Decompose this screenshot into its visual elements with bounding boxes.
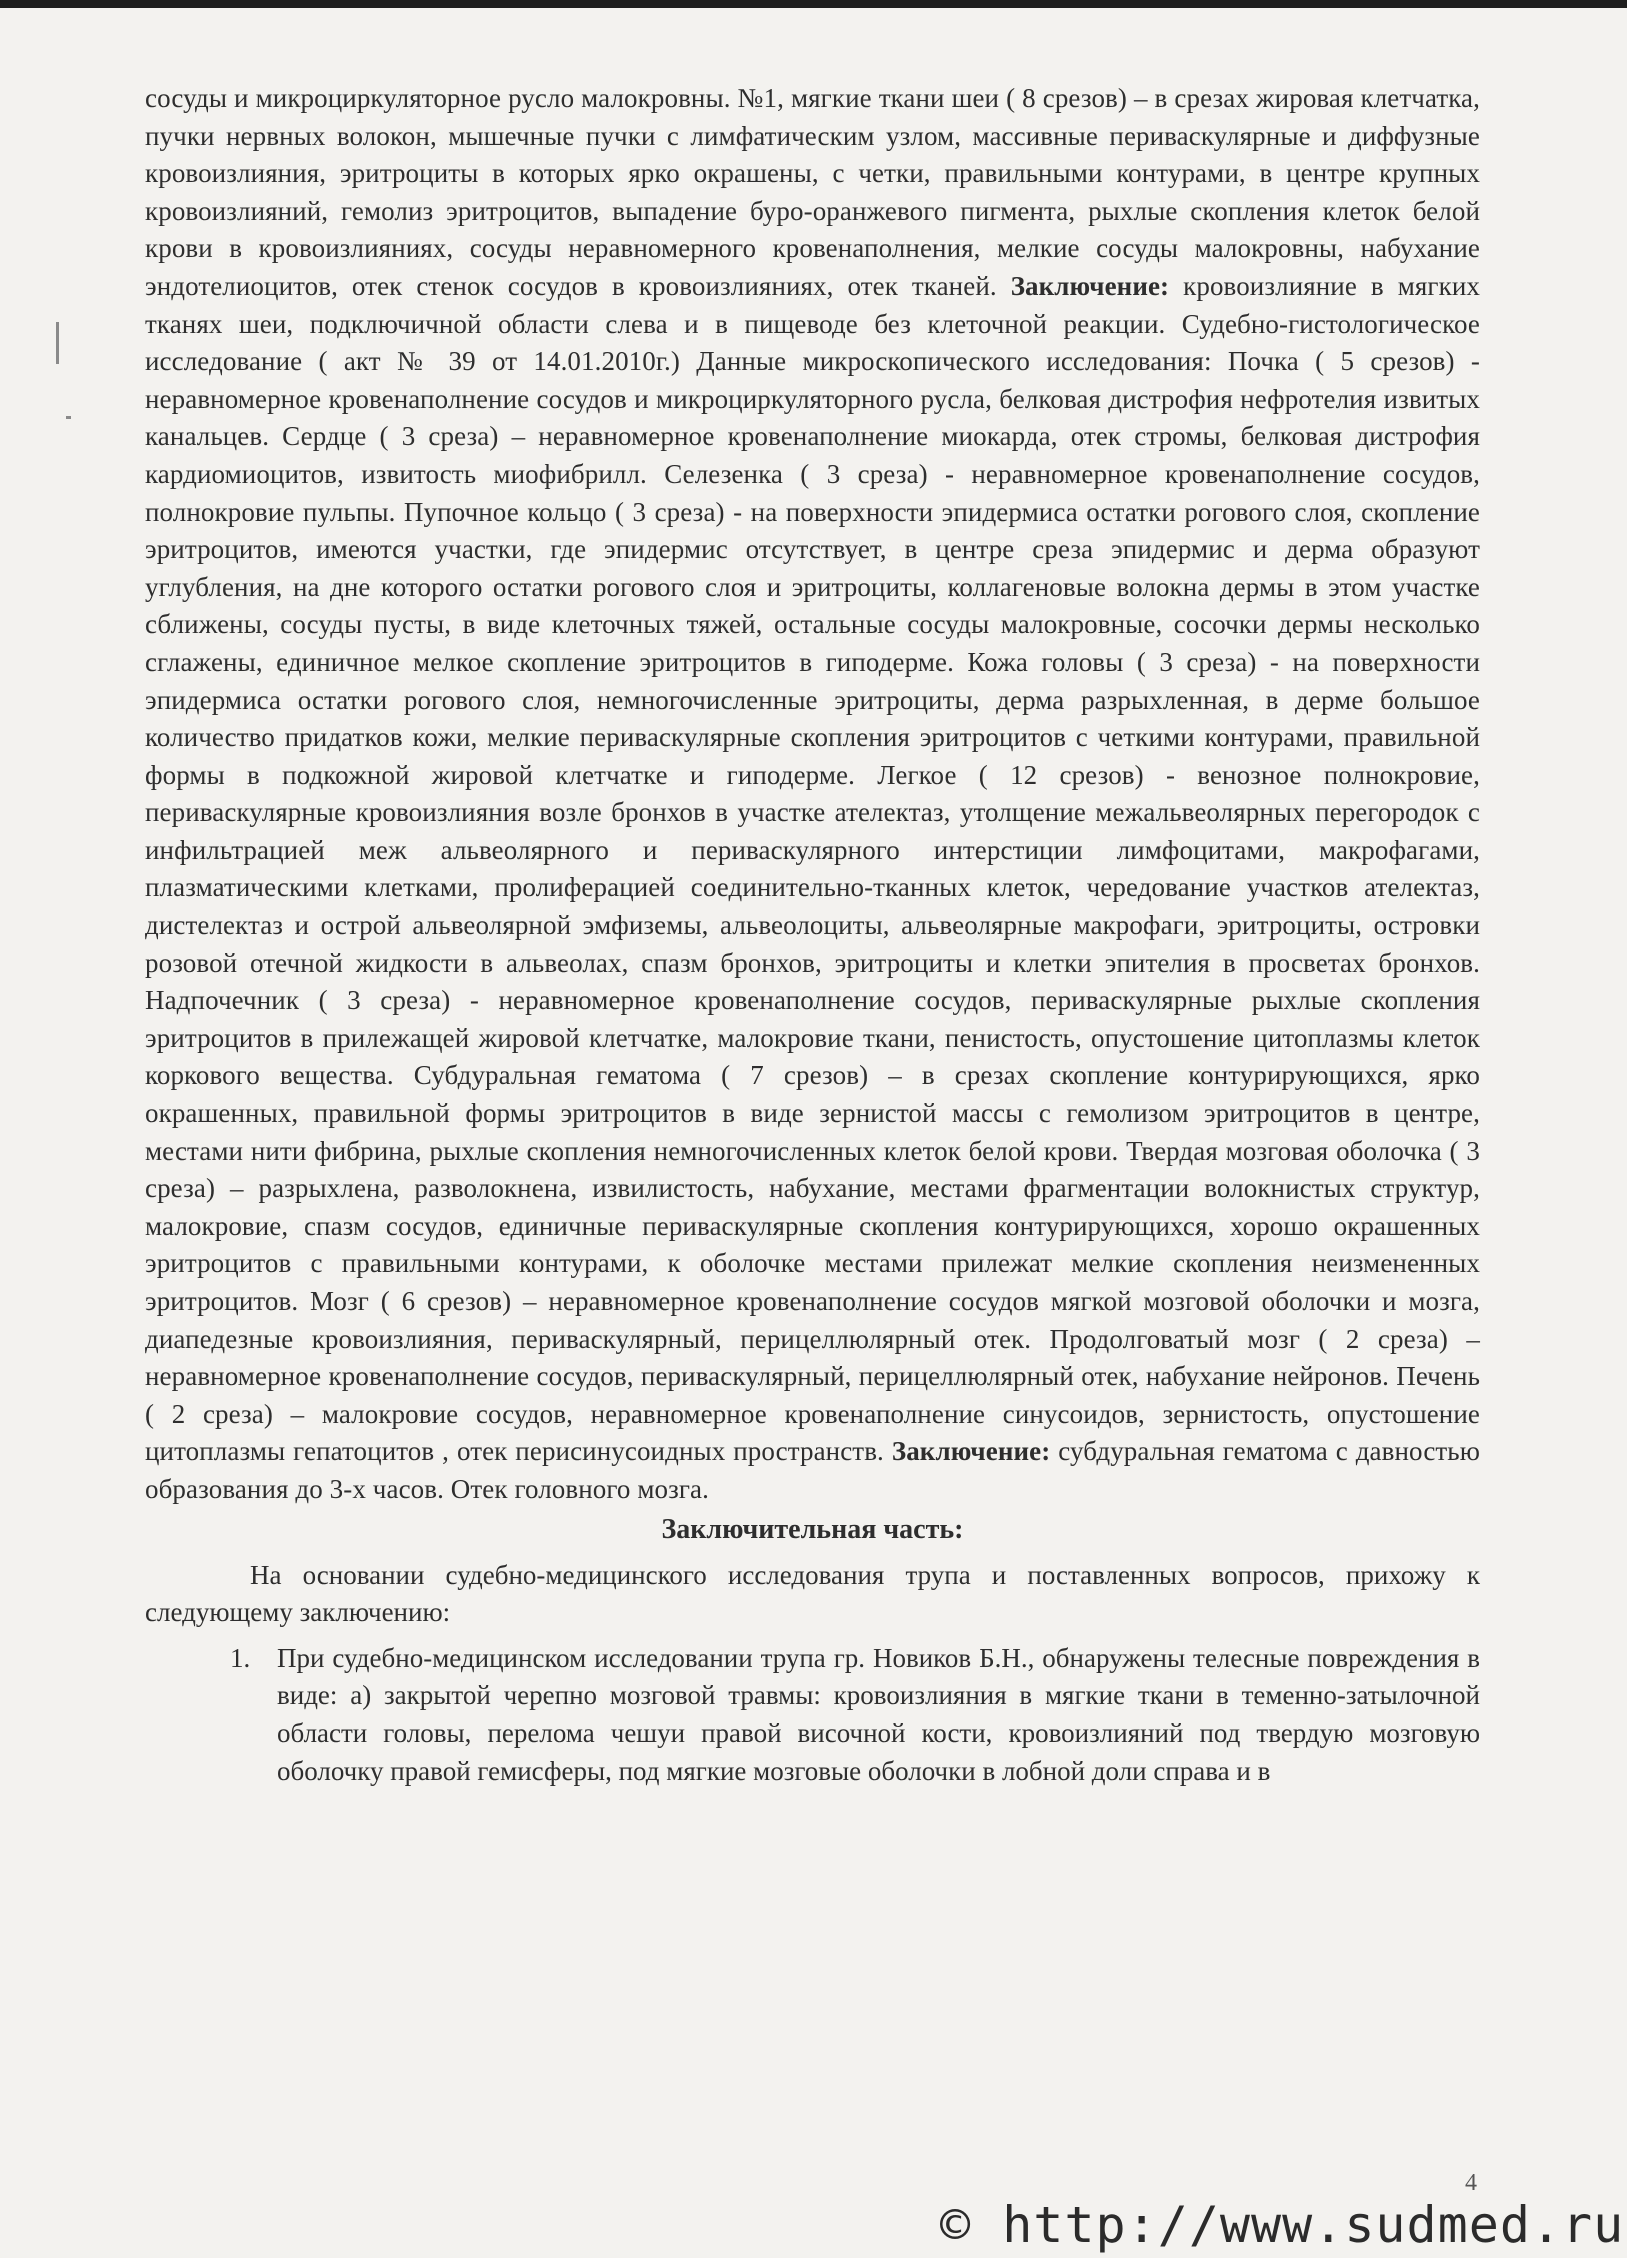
list-item-number: 1. (230, 1642, 251, 1673)
scan-artifact-mark (56, 322, 59, 364)
conclusion-label: Заключение: (1010, 270, 1170, 301)
paragraph-part-3: субдуральная гематома с давностью образования до 3-х часов. Отек головного мозга. (145, 1436, 1480, 1504)
document-page (145, 80, 1480, 1790)
paragraph-part-2: кровоизлияние в мягких тканях шеи, подключичной области слева и в пищеводе без клеточной реакции. Судебно-гистологическое исследование ( акт № 39 от 14.01.2010г.) Данные микроскопического исследования: Почка ( 5 срезов) - неравномерное кровенаполнение сосудов и микроциркуляторного русла, белковая дистрофия нефротелия извитых канальцев. Сердце ( 3 среза) – неравномерное кровенаполнение миокарда, отек стромы, белковая дистрофия кардиомиоцитов, извитость миофибрилл. Селезенка ( 3 среза) - неравномерное кровенаполнение сосудов, полнокровие пульпы. Пупочное кольцо ( 3 среза) - на поверхности эпидермиса остатки рогового слоя, скопление эритроцитов, имеются участки, где эпидермис отсутствует, в центре среза эпидермис и дерма образуют углубления, на дне которого остатки рогового слоя и эритроциты, коллагеновые волокна дермы в этом участке сближены, сосуды пусты, в виде клеточных тяжей, остальные сосуды малокровные, сосочки дермы несколько сглажены, единичное мелкое скопление эритроцитов в гиподерме. Кожа головы ( 3 среза) - на поверхности эпидермиса остатки рогового слоя, немногочисленные эритроциты, дерма разрыхленная, в дерме большое количество придатков кожи, мелкие периваскулярные скопления эритроцитов с четкими контурами, правильной формы в подкожной жировой клетчатке и гиподерме. Легкое ( 12 срезов) - венозное полнокровие, периваскулярные кровоизлияния возле бронхов в участке ателектаз, утолщение межальвеолярных перегородок с инфильтрацией меж альвеолярного и периваскулярного интерстиции лимфоцитами, макрофагами, плазматическими клетками, пролиферацией соединительно-тканных клеток, чередование участков ателектаз, дистелектаз и острой альвеолярной эмфиземы, альвеолоциты, альвеолярные макрофаги, эритроциты, островки розовой отечной жидкости в альвеолах, спазм бронхов, эритроциты и клетки эпителия в просветах бронхов. Надпочечник ( 3 среза) - неравномерное кровенаполнение сосудов, периваскулярные рыхлые скопления эритроцитов в прилежащей жировой клетчатке, малокровие ткани, пенистость, опустошение цитоплазмы клеток коркового вещества. Субдуральная гематома ( 7 срезов) – в срезах скопление контурирующихся, ярко окрашенных, правильной формы эритроцитов в виде зернистой массы с гемолизом эритроцитов в центре, местами нити фибрина, рыхлые скопления немногочисленных клеток белой крови. Твердая мозговая оболочка ( 3 среза) – разрыхлена, разволокнена, извилистость, набухание, местами фрагментации волокнистых структур, малокровие, спазм сосудов, единичные периваскулярные скопления контурирующихся, хорошо окрашенных эритроцитов с правильными контурами, к оболочке местами прилежат мелкие скопления неизмененных эритроцитов. Мозг ( 6 срезов) – неравномерное кровенаполнение сосудов мягкой мозговой оболочки и мозга, диапедезные кровоизлияния, периваскулярный, перицеллюлярный отек. Продолговатый мозг ( 2 среза) – неравномерное кровенаполнение сосудов, периваскулярный, перицеллюлярный отек, набухание нейронов. Печень ( 2 среза) – малокровие сосудов, неравномерное кровенаполнение синусоидов, зернистость, опустошение цитоплазмы гепатоцитов , отек перисинусоидных пространств. (145, 270, 1480, 1467)
scan-top-edge (0, 0, 1627, 8)
final-section-heading: Заключительная часть: (661, 1513, 964, 1545)
scan-artifact-dot (66, 416, 71, 419)
list-item-text: При судебно-медицинском исследовании трупа гр. Новиков Б.Н., обнаружены телесные повреждения в виде: а) закрытой черепно мозговой травмы: кровоизлияния в мягкие ткани в теменно-затылочной области головы, перелома чешуи правой височной кости, кровоизлияний под твердую мозговую оболочку правой гемисферы, под мягкие мозговые оболочки в лобной доли справа и в (277, 1642, 1480, 1786)
final-section-intro: На основании судебно-медицинского исследования трупа и поставленных вопросов, прихожу к следующему заключению: (145, 1559, 1480, 1628)
conclusion-label: Заключение: (891, 1436, 1051, 1467)
histology-paragraph (145, 80, 1480, 1509)
watermark-url: © http://www.sudmed.ru (940, 2196, 1625, 2254)
list-item (145, 1640, 1480, 1790)
paragraph-part-1: сосуды и микроциркуляторное русло малокровны. №1, мягкие ткани шеи ( 8 срезов) – в срезах жировая клетчатка, пучки нервных волокон, мышечные пучки с лимфатическим узлом, массивные периваскулярные и диффузные кровоизлияния, эритроциты в которых ярко окрашены, с четки, правильными контурами, в центре крупных кровоизлияний, гемолиз эритроцитов, выпадение буро-оранжевого пигмента, рыхлые скопления клеток белой крови в кровоизлияниях, сосуды неравномерного кровенаполнения, мелкие сосуды малокровны, набухание эндотелиоцитов, отек стенок сосудов в кровоизлияниях, отек тканей. (145, 83, 1480, 301)
page-number: 4 (1465, 2170, 1477, 2196)
conclusion-list (145, 1640, 1480, 1790)
